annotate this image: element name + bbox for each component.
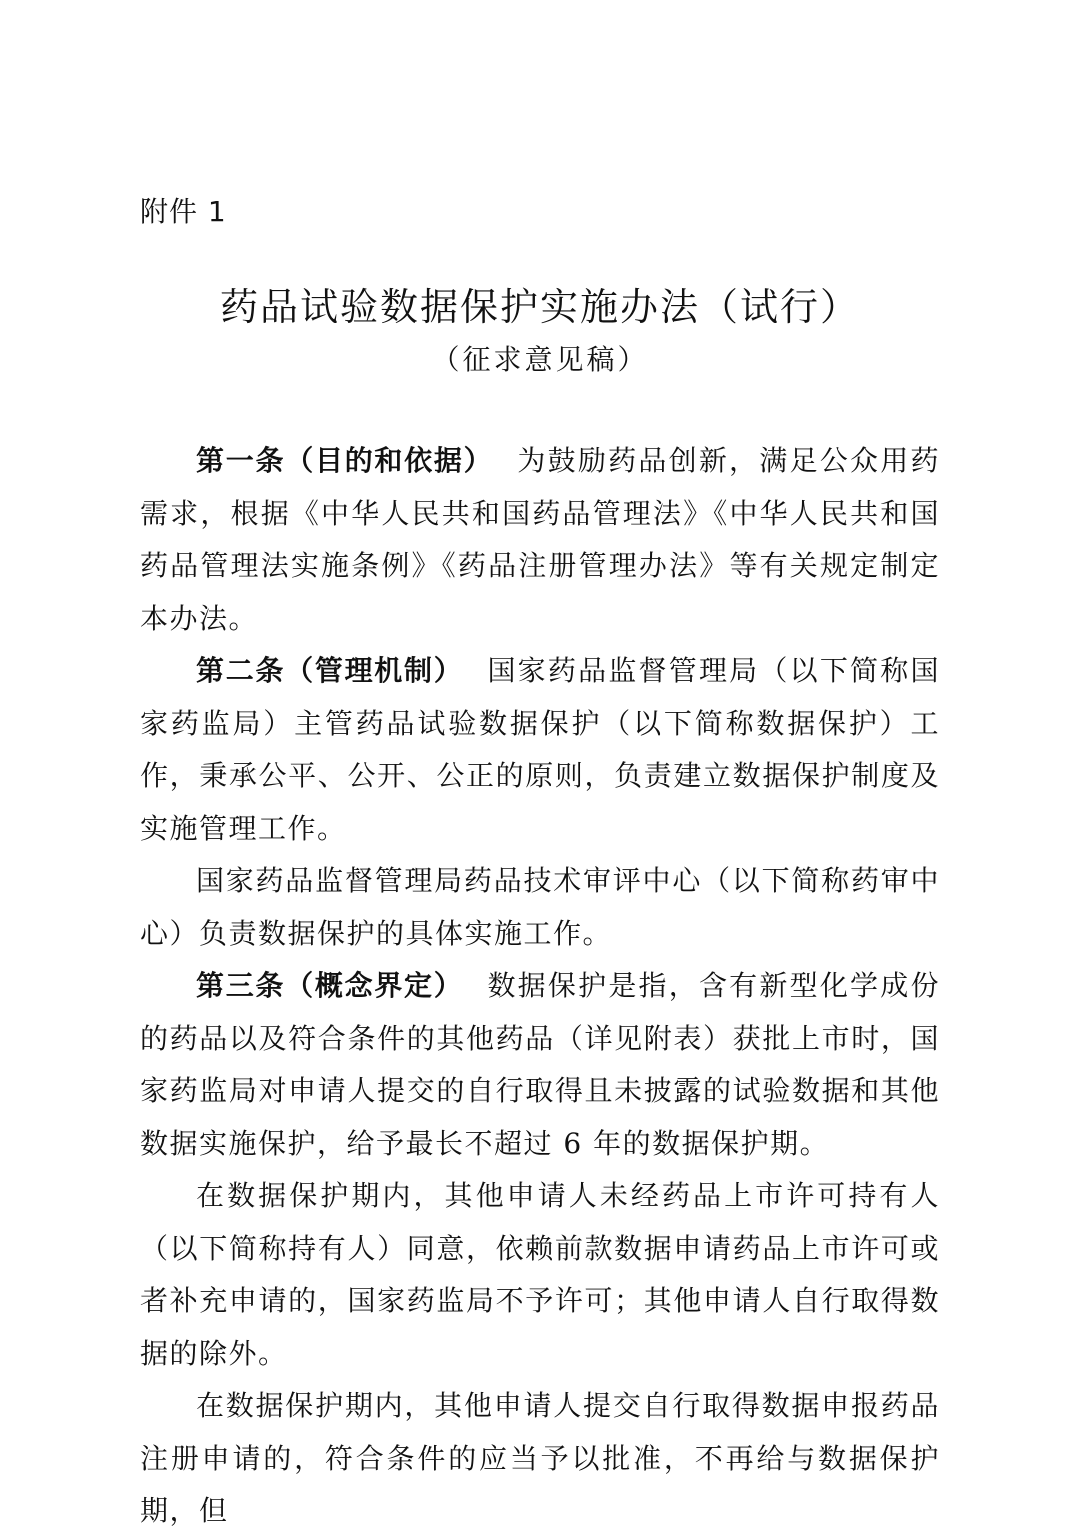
article-1-text: 为鼓励药品创新，满足公众用药需求，根据《中华人民共和国药品管理法》《中华人民共和国药品管理法实施条例》《药品注册管理办法》等有关规定制定本办法。: [140, 444, 940, 635]
article-3-text-3: 在数据保护期内，其他申请人提交自行取得数据申报药品注册申请的，符合条件的应当予以批准，不再给与数据保护期，但: [140, 1389, 940, 1527]
article-2-title: 第二条（管理机制）: [196, 654, 464, 687]
article-1-title: 第一条（目的和依据）: [196, 444, 494, 477]
document-title: 药品试验数据保护实施办法（试行）: [219, 285, 860, 329]
article-3-paragraph: [140, 960, 940, 1170]
article-2-text: 国家药品监督管理局（以下简称国家药监局）主管药品试验数据保护（以下简称数据保护）工作，秉承公平、公开、公正的原则，负责建立数据保护制度及实施管理工作。: [140, 654, 940, 845]
attachment-label: 附件 1: [140, 195, 227, 228]
article-2-paragraph: [140, 645, 940, 855]
article-3-title: 第三条（概念界定）: [196, 969, 464, 1002]
article-3-paragraph-3: [140, 1380, 940, 1538]
article-2-paragraph-2: [140, 855, 940, 960]
article-3-text: 数据保护是指，含有新型化学成份的药品以及符合条件的其他药品（详见附表）获批上市时，国家药监局对申请人提交的自行取得且未披露的试验数据和其他数据实施保护，给予最长不超过 6 年的数据保护期。: [140, 969, 940, 1160]
document-body: [140, 435, 940, 1538]
article-3-paragraph-2: [140, 1170, 940, 1380]
document-subtitle: （征求意见稿）: [431, 343, 649, 376]
article-1-paragraph: [140, 435, 940, 645]
article-2-text-2: 国家药品监督管理局药品技术审评中心（以下简称药审中心）负责数据保护的具体实施工作。: [140, 864, 940, 950]
article-3-text-2: 在数据保护期内，其他申请人未经药品上市许可持有人（以下简称持有人）同意，依赖前款数据申请药品上市许可或者补充申请的，国家药监局不予许可；其他申请人自行取得数据的除外。: [140, 1179, 940, 1370]
